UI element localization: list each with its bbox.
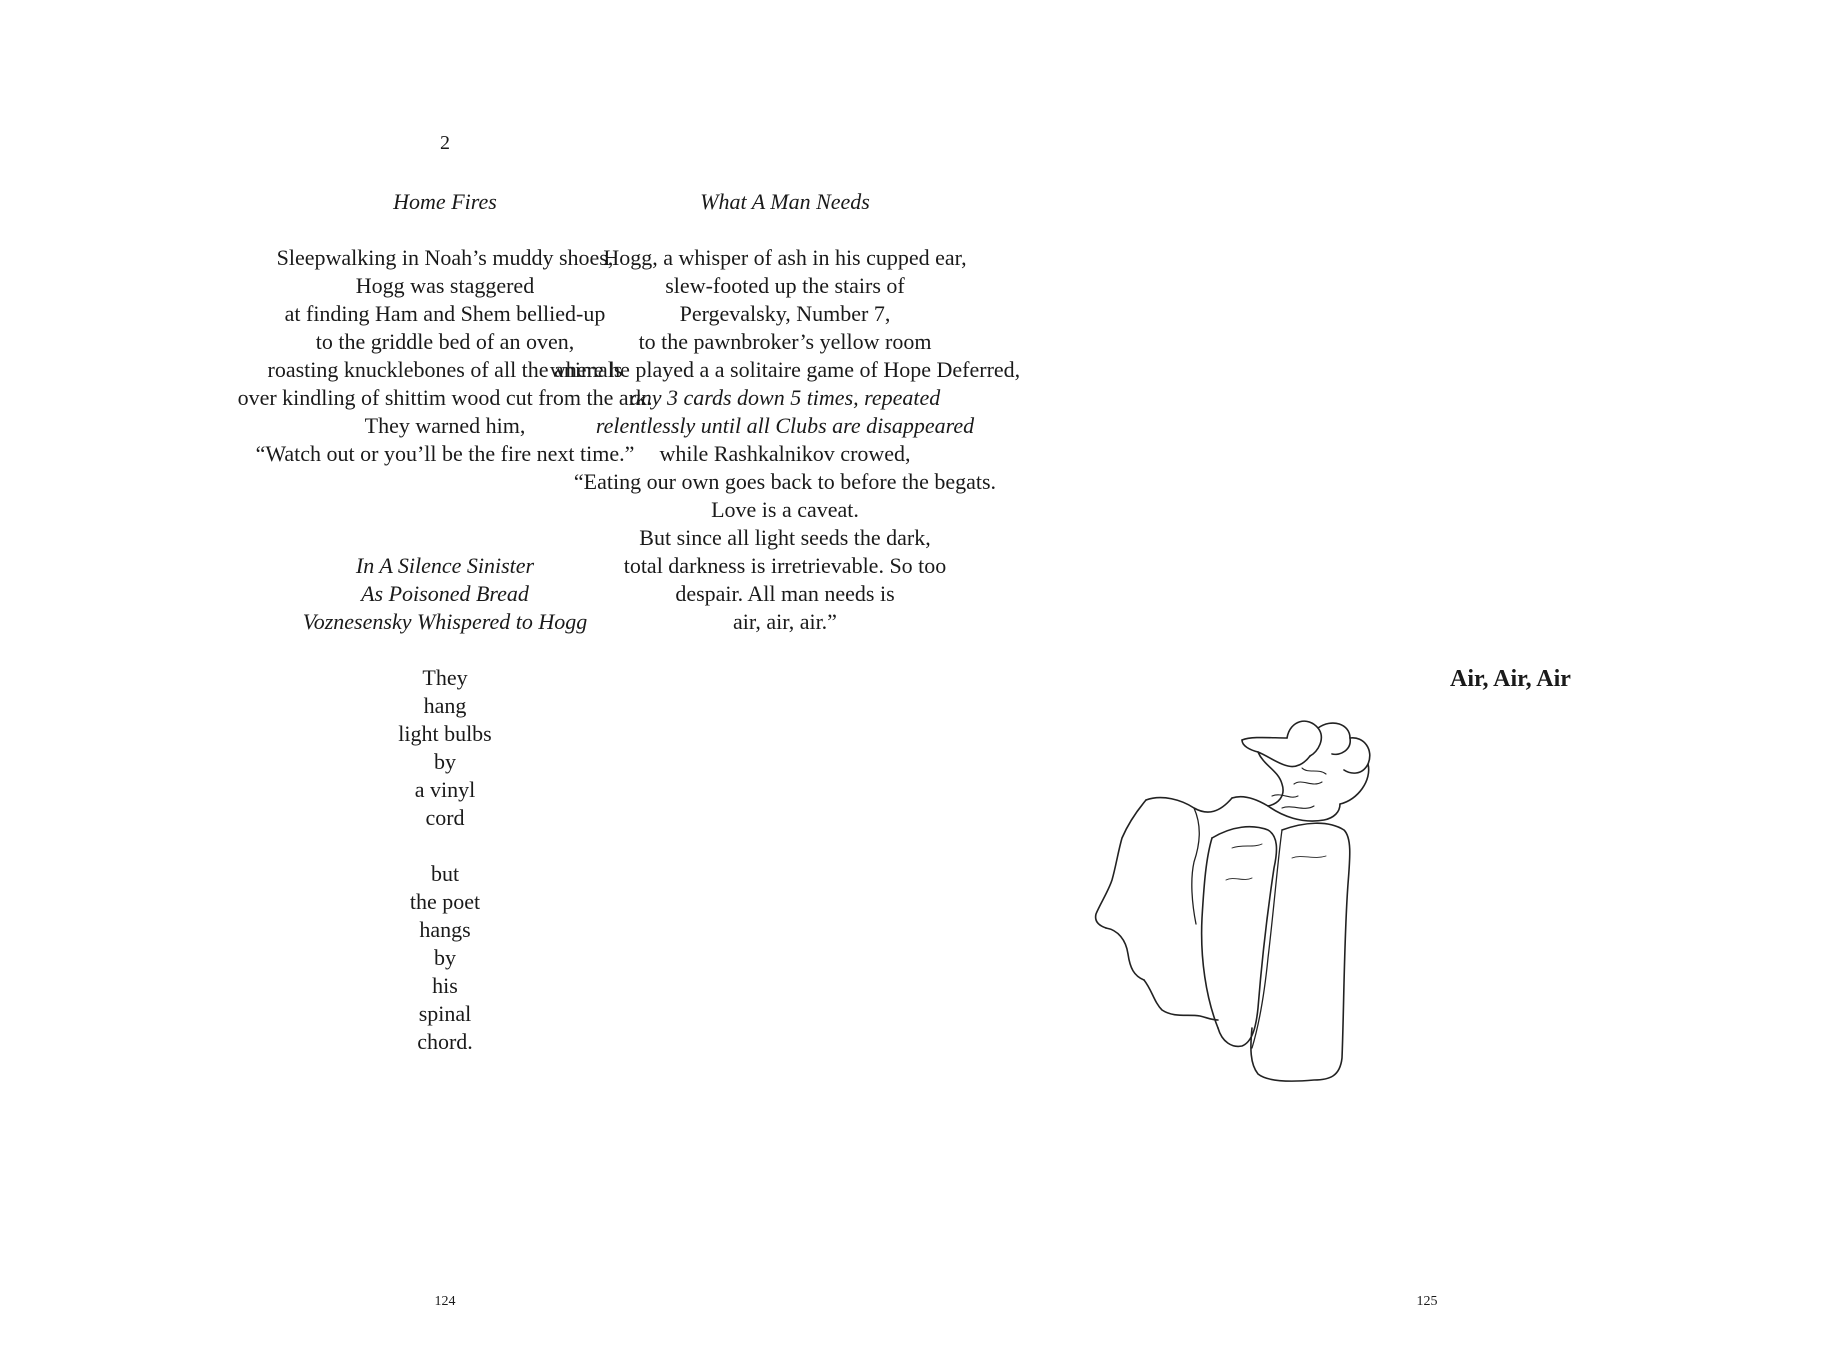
poem-line: at finding Ham and Shem bellied-up — [284, 301, 606, 326]
sketch-illustration — [1082, 708, 1412, 1088]
poem-line: by — [434, 945, 456, 970]
poem-line: slew-footed up the stairs of — [665, 273, 905, 298]
poem-line: Pergevalsky, Number 7, — [679, 301, 891, 326]
poem-line: total darkness is irretrievable. So too — [623, 553, 947, 578]
poem-line: Sleepwalking in Noah’s muddy shoes, — [276, 245, 614, 270]
poem-line: to the griddle bed of an oven, — [315, 329, 575, 354]
poem-line: Hogg, a whisper of ash in his cupped ear, — [603, 245, 967, 270]
page-number: 125 — [1416, 1294, 1438, 1309]
poem-line: Hogg was staggered — [355, 273, 535, 298]
poem-line: despair. All man needs is — [675, 581, 895, 606]
poem-line: But since all light seeds the dark, — [639, 525, 931, 550]
poem-line: a vinyl — [414, 777, 476, 802]
poem-line: They — [422, 665, 468, 690]
section-number: 2 — [440, 132, 450, 154]
poem-line: roasting knucklebones of all the animals — [267, 357, 623, 382]
illustration-heading: Air, Air, Air — [1450, 666, 1571, 692]
poem-line: while Rashkalnikov crowed, — [659, 441, 911, 466]
poem-line-italic: relentlessly until all Clubs are disappeared — [595, 413, 975, 438]
poem-title: What A Man Needs — [700, 189, 870, 214]
poem-title: Home Fires — [393, 189, 497, 214]
poem-line: by — [434, 749, 456, 774]
poem-line: cord — [425, 805, 465, 830]
poem-line: air, air, air.” — [733, 609, 837, 634]
poem-line: where he played a a solitaire game of Hope Deferred, — [549, 357, 1021, 382]
poem-line: “Eating our own goes back to before the begats. — [573, 469, 997, 494]
poem-line: spinal — [418, 1001, 472, 1026]
right-page — [549, 0, 1824, 1370]
poem-line: light bulbs — [398, 721, 492, 746]
poem-title-line: Voznesensky Whispered to Hogg — [302, 609, 588, 634]
poem-line: chord. — [417, 1029, 473, 1054]
poem-line: to the pawnbroker’s yellow room — [638, 329, 932, 354]
poem-what-a-man-needs — [0, 188, 1570, 636]
poem-line-italic: any 3 cards down 5 times, repeated — [629, 385, 941, 410]
poem-line: his — [432, 973, 458, 998]
poem-line: hang — [423, 693, 467, 718]
poem-line: hangs — [419, 917, 471, 942]
poem-line: over kindling of shittim wood cut from the ark. — [237, 385, 653, 410]
poem-line: They warned him, — [364, 413, 526, 438]
poem-line: Love is a caveat. — [711, 497, 859, 522]
poem-line: the poet — [409, 889, 481, 914]
page-number: 124 — [434, 1294, 456, 1309]
poem-line: “Watch out or you’ll be the fire next time.” — [255, 441, 635, 466]
poem-title-line: In A Silence Sinister — [355, 553, 535, 578]
poem-title-line: As Poisoned Bread — [361, 581, 529, 606]
poem-line: but — [430, 861, 460, 886]
